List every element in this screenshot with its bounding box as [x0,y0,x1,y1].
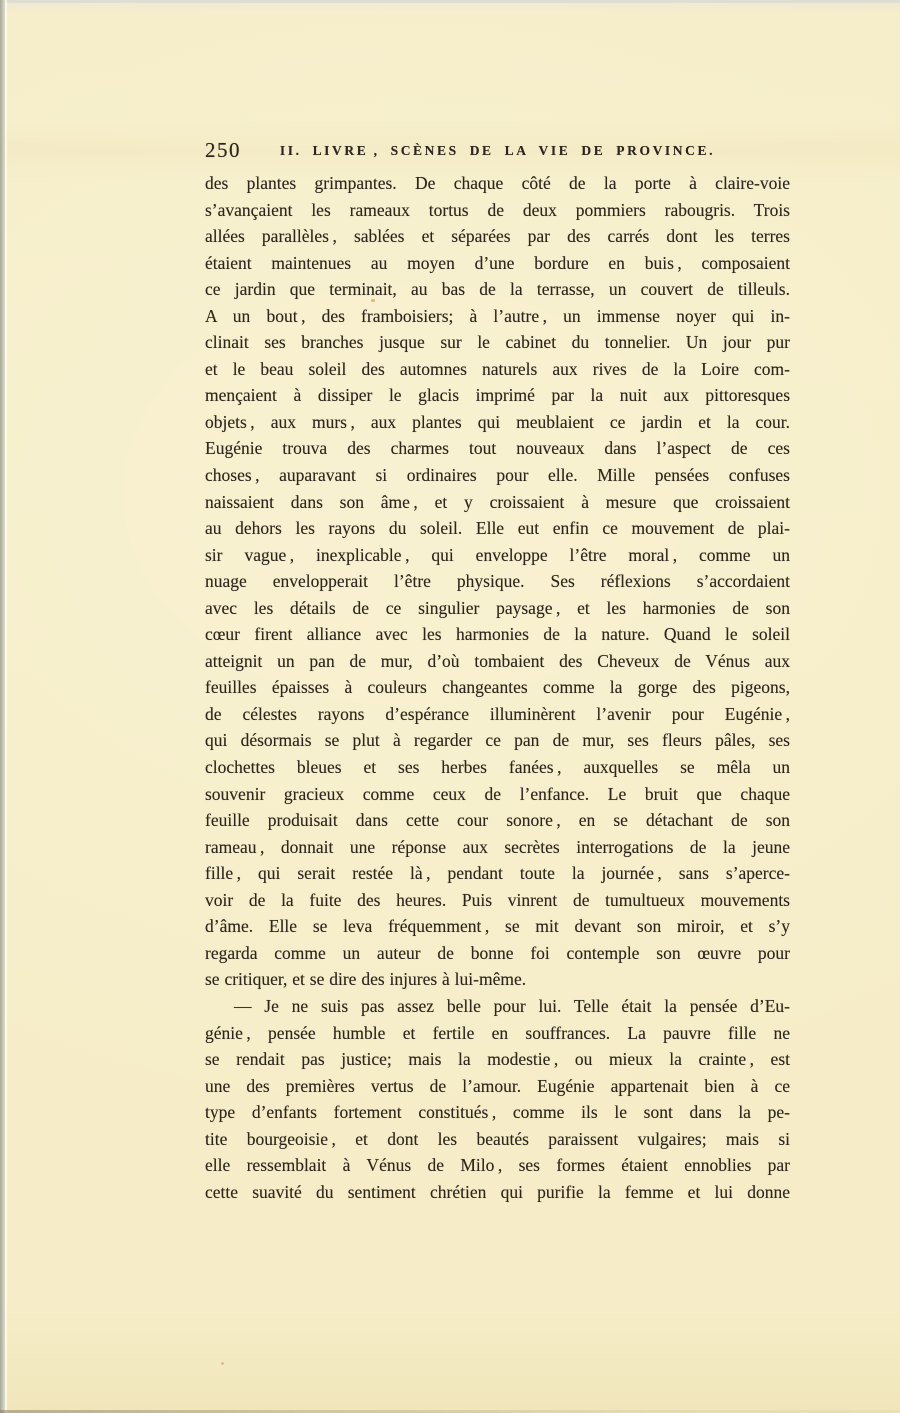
text-line: cœur firent alliance avec les harmonies de la nature. Quand le soleil [205,624,790,645]
text-line: souvenir gracieux comme ceux de l’enfance. Le bruit que chaque [205,783,790,804]
text-line: se rendait pas justice; mais la modestie , ou mieux la crainte , est [205,1049,790,1070]
text-line: Eugénie trouva des charmes tout nouveaux dans l’aspect de ces [205,438,790,459]
text-line: objets , aux murs , aux plantes qui meublaient ce jardin et la cour. [205,411,790,432]
text-line: génie , pensée humble et fertile en souffrances. La pauvre fille ne [205,1022,790,1043]
text-line: étaient maintenues au moyen d’une bordure en buis , composaient [205,252,790,273]
text-line: rameau , donnait une réponse aux secrètes interrogations de la jeune [205,836,790,857]
text-line: s’avançaient les rameaux tortus de deux pommiers rabougris. Trois [205,199,790,220]
text-line: type d’enfants fortement constitués , comme ils le sont dans la pe- [205,1102,790,1123]
text-line: choses , auparavant si ordinaires pour elle. Mille pensées confuses [205,465,790,486]
text-lines [205,170,790,1205]
text-line: cette suavité du sentiment chrétien qui purifie la femme et lui donne [205,1181,790,1202]
text-line: clinait ses branches jusque sur le cabinet du tonnelier. Un jour pur [205,332,790,353]
text-line: voir de la fuite des heures. Puis vinrent de tumultueux mouvements [205,889,790,910]
scan-edge-left [0,0,5,1413]
text-line: feuilles épaisses à couleurs changeantes comme la gorge des pigeons, [205,677,790,698]
running-title: II. LIVRE , SCÈNES DE LA VIE DE PROVINCE. [279,143,716,158]
text-line: nuage envelopperait l’être physique. Ses réflexions s’accordaient [205,571,790,592]
text-line: allées parallèles , sablées et séparées par des carrés dont les terres [205,226,790,247]
page-number: 250 [205,138,241,162]
text-line: — Je ne suis pas assez belle pour lui. Telle était la pensée d’Eu- [234,995,790,1016]
text-line: sir vague , inexplicable , qui enveloppe l’être moral , comme un [205,544,790,565]
text-line: une des premières vertus de l’amour. Eugénie appartenait bien à ce [205,1075,790,1096]
text-line: ce jardin que terminait, au bas de la terrasse, un couvert de tilleuls. [205,279,790,300]
text-line: feuille produisait dans cette cour sonore , en se détachant de son [205,810,790,831]
text-line: qui désormais se plut à regarder ce pan de mur, ses fleurs pâles, ses [205,730,790,751]
text-line: elle ressemblait à Vénus de Milo , ses formes étaient ennoblies par [205,1155,790,1176]
text-line: fille , qui serait restée là , pendant toute la journée , sans s’aperce- [205,863,790,884]
paper-speck [221,1362,224,1365]
text-line: d’âme. Elle se leva fréquemment , se mit devant son miroir, et s’y [205,916,790,937]
text-line: clochettes bleues et ses herbes fanées , auxquelles se mêla un [205,757,790,778]
text-line: tite bourgeoisie , et dont les beautés paraissent vulgaires; mais si [205,1128,790,1149]
text-line: naissaient dans son âme , et y croissaient à mesure que croissaient [205,491,790,512]
text-line: au dehors les rayons du soleil. Elle eut enfin ce mouvement de plai- [205,518,790,539]
text-line: atteignit un pan de mur, d’où tombaient des Cheveux de Vénus aux [205,650,790,671]
text-line: mençaient à dissiper le glacis imprimé par la nuit aux pittoresques [205,385,790,406]
text-line: avec les détails de ce singulier paysage , et les harmonies de son [205,597,790,618]
text-line: de célestes rayons d’espérance illuminèrent l’avenir pour Eugénie , [205,703,790,724]
text-line: des plantes grimpantes. De chaque côté de la porte à claire-voie [205,173,790,193]
text-line: A un bout , des framboisiers; à l’autre , un immense noyer qui in- [205,305,790,326]
scan-edge-top [0,0,900,3]
text-line: et le beau soleil des automnes naturels aux rives de la Loire com- [205,358,790,379]
text-line: regarda comme un auteur de bonne foi contemple son œuvre pour [205,942,790,963]
page-header [205,138,790,164]
text-line: se critiquer, et se dire des injures à lui-même. [205,969,527,990]
